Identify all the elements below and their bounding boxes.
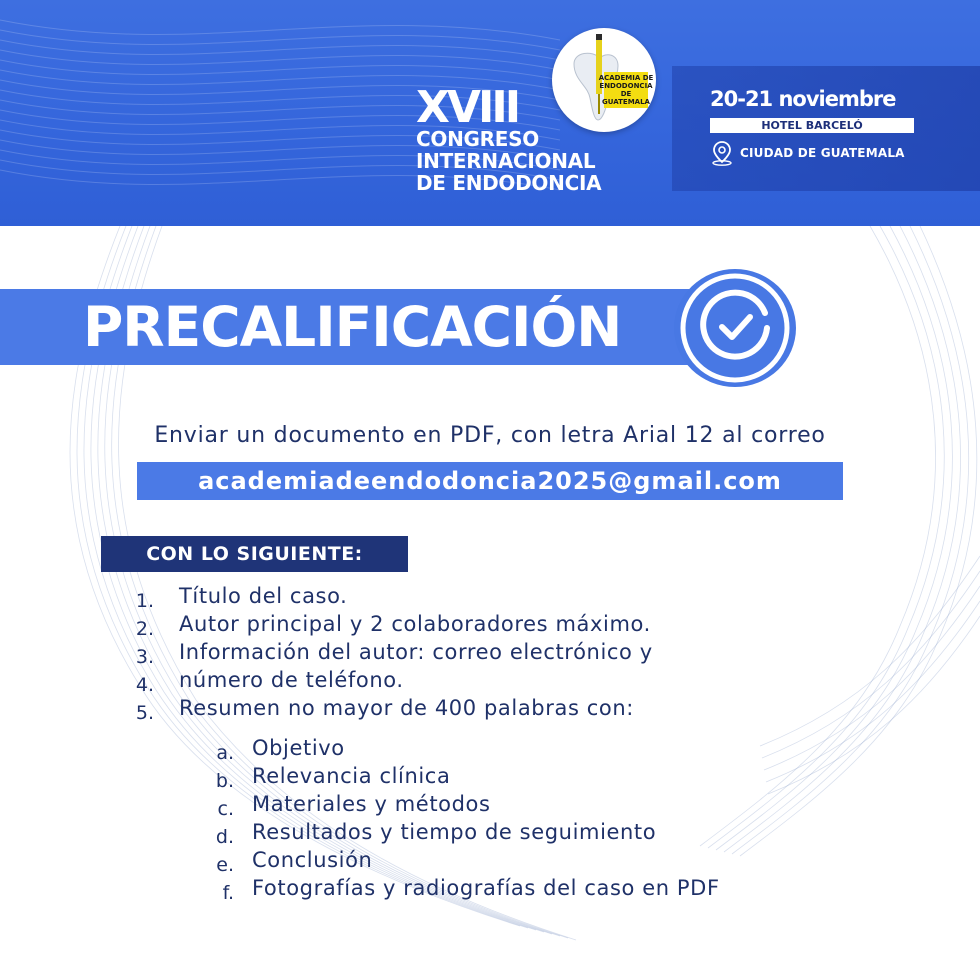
sublist-item: Resultados y tiempo de seguimiento [252, 820, 657, 844]
congress-title-line-2: INTERNACIONAL [416, 149, 596, 173]
logo-text-2: ENDODONCIA [599, 82, 653, 90]
list-number-5: 5. [135, 702, 154, 724]
congress-number: XVIII [416, 82, 519, 133]
sublist-item: Fotografías y radiografías del caso en PDF [252, 876, 720, 900]
logo-text-4: GUATEMALA [602, 98, 650, 106]
logo-text-3: DE [620, 90, 632, 98]
list-number-4: 4. [135, 674, 154, 696]
list-number-3: 3. [135, 646, 154, 668]
list-item: Título del caso. [179, 584, 348, 608]
event-location [710, 140, 905, 166]
sublist-letter-b: b. [215, 770, 234, 792]
sublist-item: Conclusión [252, 848, 373, 872]
logo-text-1: ACADEMIA DE [598, 74, 654, 82]
header [0, 0, 980, 226]
event-date: 20-21 noviembre [710, 87, 896, 111]
sublist-letter-f: f. [222, 882, 234, 904]
list-number-2: 2. [135, 618, 154, 640]
sublist-item: Materiales y métodos [252, 792, 491, 816]
list-item: número de teléfono. [179, 668, 404, 692]
section-label: CON LO SIGUIENTE: [101, 536, 408, 572]
tooth-logo-icon [552, 28, 656, 132]
check-circle-icon [674, 269, 796, 387]
congress-title-line-3: DE ENDODONCIA [416, 171, 602, 195]
sublist-letter-d: d. [215, 826, 234, 848]
instruction-text: Enviar un documento en PDF, con letra Arial 12 al correo [154, 423, 826, 448]
sublist-item: Objetivo [252, 736, 345, 760]
page-title: PRECALIFICACIÓN [83, 295, 622, 359]
email-address[interactable]: academiadeendodoncia2025@gmail.com [137, 462, 843, 500]
list-number-1: 1. [135, 590, 154, 612]
congress-title-line-1: CONGRESO [416, 127, 539, 151]
sublist-letter-c: c. [217, 798, 234, 820]
location-pin-icon [710, 140, 734, 166]
sublist-item: Relevancia clínica [252, 764, 451, 788]
list-item: Resumen no mayor de 400 palabras con: [179, 696, 634, 720]
list-item: Información del autor: correo electrónico y [179, 640, 653, 664]
event-city: CIUDAD DE GUATEMALA [740, 146, 905, 160]
sublist-letter-a: a. [216, 742, 234, 764]
event-hotel: HOTEL BARCELÓ [710, 118, 914, 133]
list-item: Autor principal y 2 colaboradores máximo. [179, 612, 651, 636]
sublist-letter-e: e. [216, 854, 234, 876]
academy-logo [552, 28, 656, 132]
